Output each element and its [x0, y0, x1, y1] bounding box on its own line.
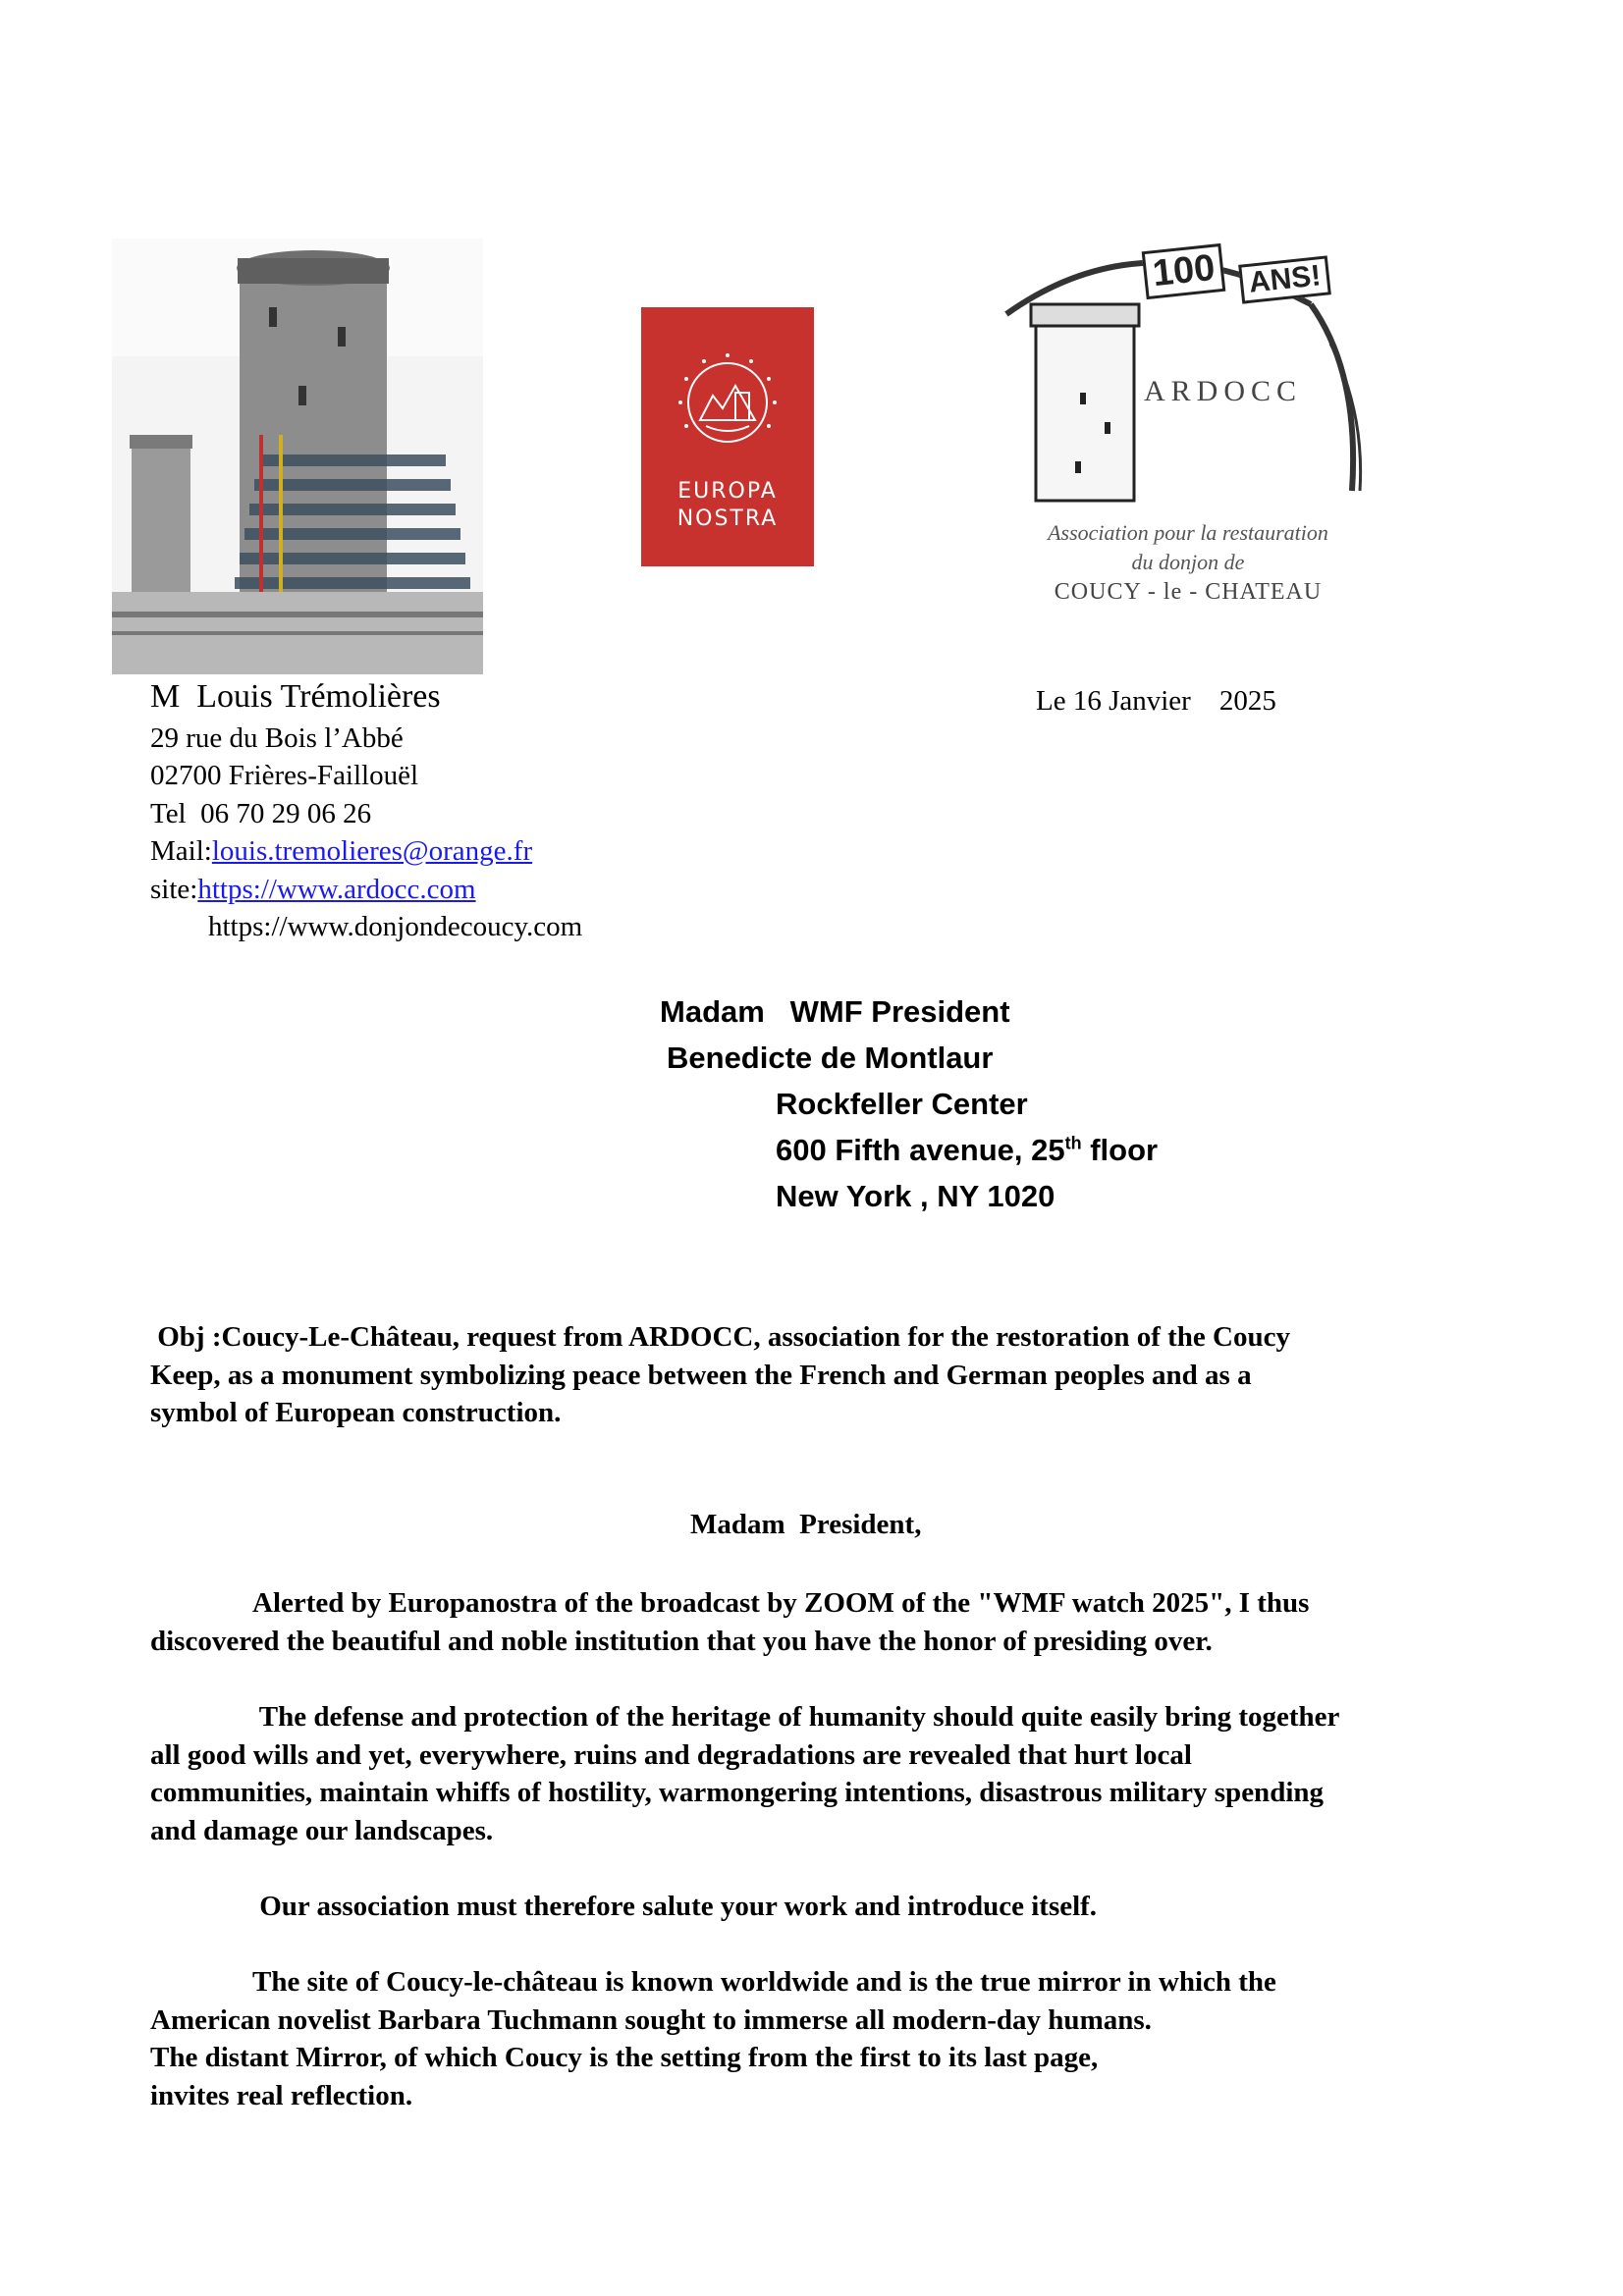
recipient-street-end: floor	[1081, 1133, 1159, 1167]
letter-object	[150, 1318, 1515, 1432]
sender-street: 29 rue du Bois l’Abbé	[150, 722, 404, 754]
europa-nostra-word-1: EUROPA	[677, 479, 778, 504]
paragraph-1	[150, 1584, 1515, 1660]
paragraph-2	[150, 1698, 1515, 1849]
letter-date: Le 16 Janvier 2025	[1036, 685, 1276, 717]
p4-line-3: The distant Mirror, of which Coucy is the setting from the first to its last page,	[150, 2042, 1099, 2073]
p3-line-1-text: Our association must therefore salute your work and introduce itself.	[252, 1891, 1098, 1922]
sender-site2: https://www.donjondecoucy.com	[208, 911, 583, 942]
ardocc-caption-2: du donjon de	[1131, 550, 1245, 574]
paragraph-4	[150, 1963, 1515, 2114]
website-link[interactable]: https://www.ardocc.com	[197, 874, 476, 905]
europa-nostra-word-2: NOSTRA	[676, 507, 779, 531]
p2-line-1	[150, 1698, 1515, 1736]
recipient-street-sup: th	[1064, 1133, 1082, 1153]
sender-mail-line	[150, 835, 532, 868]
recipient-building: Rockfeller Center	[776, 1087, 1028, 1121]
object-line-2: Keep, as a monument symbolizing peace between the French and German peoples and as a	[150, 1359, 1252, 1391]
recipient-city: New York , NY 1020	[776, 1179, 1055, 1213]
ardocc-ans-badge: ANS!	[1238, 255, 1331, 303]
mail-label: Mail:	[150, 835, 212, 867]
recipient-street-main: 600 Fifth avenue, 25	[776, 1133, 1065, 1167]
p2-line-2: all good wills and yet, everywhere, ruins and degradations are revealed that hurt local	[150, 1738, 1192, 1771]
photo-illustration	[112, 239, 483, 674]
ardocc-name: ARDOCC	[1144, 375, 1303, 407]
sender-city: 02700 Frières-Faillouël	[150, 760, 419, 791]
salutation: Madam President,	[690, 1509, 922, 1540]
ardocc-100-badge: 100	[1142, 243, 1226, 299]
sender-site-line	[150, 874, 476, 906]
object-line-3: symbol of European construction.	[150, 1397, 562, 1428]
p2-line-4: and damage our landscapes.	[150, 1814, 494, 1846]
europa-nostra-logo	[641, 307, 814, 566]
ardocc-caption-1: Association pour la restauration	[1048, 520, 1328, 545]
email-link[interactable]: louis.tremolieres@orange.fr	[211, 835, 533, 867]
sender-phone: Tel 06 70 29 06 26	[150, 798, 372, 829]
p4-line-1-text: The site of Coucy-le-château is known worldwide and is the true mirror in which the	[252, 1966, 1276, 1998]
recipient-title: Madam WMF President	[660, 994, 1010, 1029]
p1-line-1-text: Alerted by Europanostra of the broadcast by ZOOM of the "WMF watch 2025", I thus	[252, 1587, 1310, 1619]
p4-line-2: American novelist Barbara Tuchmann sought to immerse all modern-day humans.	[150, 2003, 1152, 2036]
sender-name: M Louis Trémolières	[150, 678, 441, 715]
castle-parliament-photo	[112, 239, 483, 674]
europa-nostra-emblem-icon	[678, 351, 777, 459]
recipient-name: Benedicte de Montlaur	[667, 1041, 994, 1075]
p4-line-4: invites real reflection.	[150, 2079, 413, 2111]
ardocc-caption-3: COUCY - le - CHATEAU	[1054, 579, 1323, 605]
p4-line-1	[150, 1963, 1515, 2002]
object-line-1: Obj :Coucy-Le-Château, request from ARDOCC, association for the restoration of the Coucy	[150, 1321, 1290, 1353]
recipient-street	[776, 1133, 1158, 1168]
p1-line-2: discovered the beautiful and noble institution that you have the honor of presiding over.	[150, 1625, 1213, 1657]
p3-line-1	[150, 1888, 1515, 1926]
ardocc-logo	[987, 236, 1384, 633]
p2-line-1-text: The defense and protection of the heritage of humanity should quite easily bring together	[252, 1701, 1340, 1733]
p2-line-3: communities, maintain whiffs of hostility, warmongering intentions, disastrous military spending	[150, 1777, 1325, 1808]
paragraph-3	[150, 1888, 1515, 1926]
site-label: site:	[150, 874, 198, 905]
p1-line-1	[150, 1584, 1515, 1623]
